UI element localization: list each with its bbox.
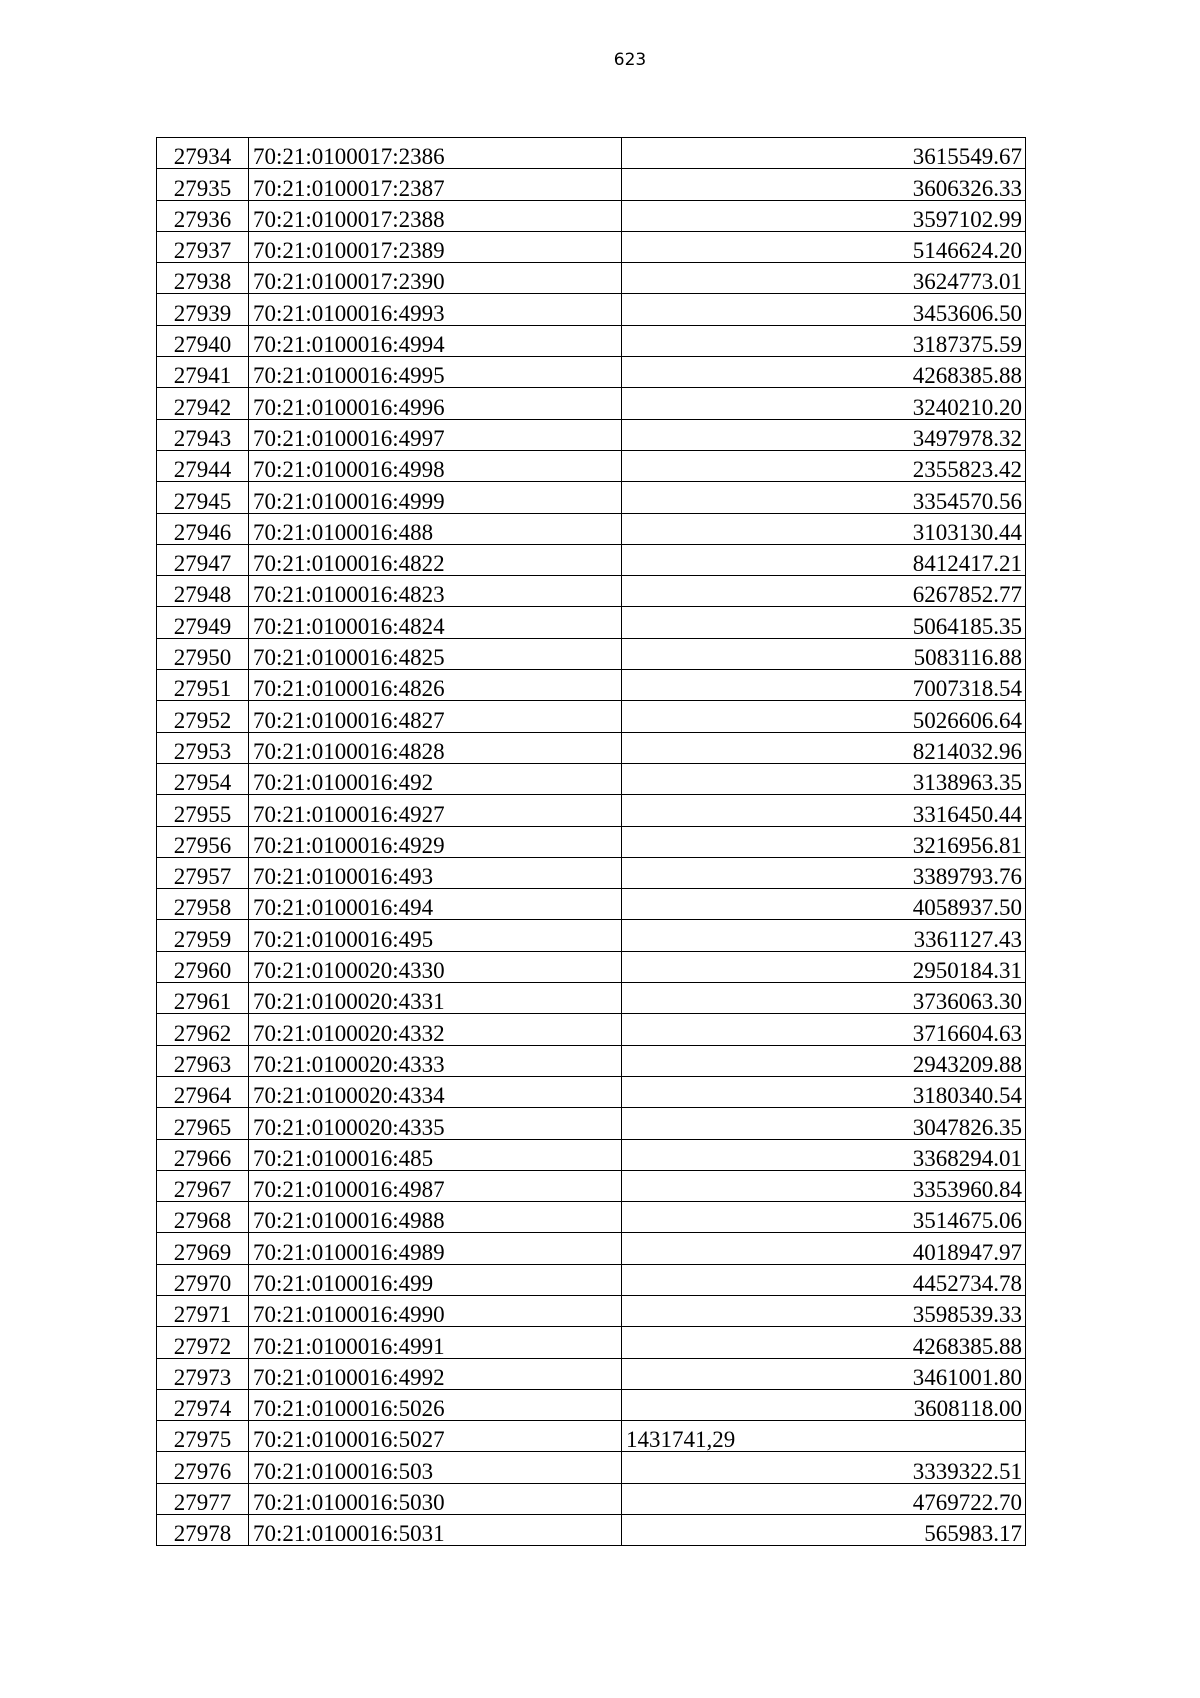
table-row bbox=[157, 1421, 1026, 1452]
row-number-cell: 27943 bbox=[157, 419, 249, 450]
cadastral-value-text: 3624773.01 bbox=[912, 269, 1022, 294]
row-number-cell: 27976 bbox=[157, 1452, 249, 1483]
cadastral-number-cell: 70:21:0100016:4994 bbox=[249, 325, 622, 356]
cadastral-number-cell: 70:21:0100016:4987 bbox=[249, 1170, 622, 1201]
row-number-cell: 27946 bbox=[157, 513, 249, 544]
cadastral-value-cell bbox=[622, 1389, 1026, 1420]
cadastral-value-cell bbox=[622, 1045, 1026, 1076]
cadastral-value-cell bbox=[622, 357, 1026, 388]
row-number-cell: 27935 bbox=[157, 169, 249, 200]
cadastral-value-text: 565983.17 bbox=[924, 1521, 1022, 1546]
table-row bbox=[157, 1170, 1026, 1201]
cadastral-value-text: 3497978.32 bbox=[912, 425, 1022, 451]
row-number-cell: 27961 bbox=[157, 983, 249, 1014]
cadastral-value-text: 5064185.35 bbox=[912, 613, 1022, 639]
table-body bbox=[157, 138, 1026, 1546]
row-number-cell: 27971 bbox=[157, 1295, 249, 1326]
cadastral-number-cell: 70:21:0100016:4988 bbox=[249, 1202, 622, 1233]
row-number-cell: 27972 bbox=[157, 1327, 249, 1358]
cadastral-value-text: 3608118.00 bbox=[913, 1396, 1022, 1421]
cadastral-value-text: 3187375.59 bbox=[912, 332, 1022, 357]
cadastral-value-cell bbox=[622, 732, 1026, 763]
cadastral-number-cell: 70:21:0100016:4827 bbox=[249, 701, 622, 732]
cadastral-value-text: 3103130.44 bbox=[912, 519, 1022, 545]
cadastral-number-cell: 70:21:0100017:2387 bbox=[249, 169, 622, 200]
cadastral-value-cell bbox=[622, 1202, 1026, 1233]
cadastral-number-cell: 70:21:0100016:4823 bbox=[249, 576, 622, 607]
cadastral-value-text: 3354570.56 bbox=[912, 488, 1022, 514]
row-number-cell: 27937 bbox=[157, 231, 249, 262]
cadastral-value-cell bbox=[622, 482, 1026, 513]
cadastral-value-text: 2950184.31 bbox=[912, 958, 1022, 983]
cadastral-value-text: 3514675.06 bbox=[912, 1208, 1022, 1233]
cadastral-value-cell bbox=[622, 1515, 1026, 1546]
cadastral-value-text: 3339322.51 bbox=[912, 1458, 1022, 1484]
table-row bbox=[157, 920, 1026, 951]
cadastral-value-text: 3047826.35 bbox=[912, 1114, 1022, 1139]
cadastral-value-text: 3368294.01 bbox=[912, 1145, 1022, 1171]
table-row bbox=[157, 1452, 1026, 1483]
table-row bbox=[157, 576, 1026, 607]
cadastral-number-cell: 70:21:0100020:4335 bbox=[249, 1108, 622, 1139]
cadastral-value-cell bbox=[622, 294, 1026, 325]
cadastral-value-cell bbox=[622, 1170, 1026, 1201]
table-row bbox=[157, 1014, 1026, 1045]
table-row bbox=[157, 857, 1026, 888]
row-number-cell: 27948 bbox=[157, 576, 249, 607]
cadastral-value-text: 3240210.20 bbox=[912, 394, 1022, 420]
cadastral-value-cell bbox=[622, 169, 1026, 200]
cadastral-value-cell bbox=[622, 1139, 1026, 1170]
cadastral-number-cell: 70:21:0100016:494 bbox=[249, 889, 622, 920]
cadastral-number-cell: 70:21:0100016:4828 bbox=[249, 732, 622, 763]
row-number-cell: 27960 bbox=[157, 951, 249, 982]
cadastral-value-text: 3461001.80 bbox=[912, 1364, 1022, 1390]
cadastral-number-cell: 70:21:0100016:493 bbox=[249, 857, 622, 888]
cadastral-value-text: 3138963.35 bbox=[912, 770, 1022, 795]
cadastral-number-cell: 70:21:0100016:4995 bbox=[249, 357, 622, 388]
table-row bbox=[157, 1139, 1026, 1170]
cadastral-value-text: 8412417.21 bbox=[912, 551, 1022, 576]
row-number-cell: 27970 bbox=[157, 1264, 249, 1295]
cadastral-value-text: 3216956.81 bbox=[912, 832, 1022, 858]
cadastral-value-cell bbox=[622, 263, 1026, 294]
cadastral-value-cell bbox=[622, 419, 1026, 450]
row-number-cell: 27969 bbox=[157, 1233, 249, 1264]
row-number-cell: 27957 bbox=[157, 857, 249, 888]
cadastral-value-text: 4268385.88 bbox=[912, 363, 1022, 388]
row-number-cell: 27978 bbox=[157, 1515, 249, 1546]
cadastral-number-cell: 70:21:0100017:2386 bbox=[249, 138, 622, 169]
cadastral-value-text: 3615549.67 bbox=[912, 144, 1022, 169]
row-number-cell: 27967 bbox=[157, 1170, 249, 1201]
cadastral-value-cell bbox=[622, 1264, 1026, 1295]
cadastral-value-cell bbox=[622, 325, 1026, 356]
table-row bbox=[157, 1483, 1026, 1514]
cadastral-value-cell bbox=[622, 1295, 1026, 1326]
cadastral-value-cell bbox=[622, 1483, 1026, 1514]
table-row bbox=[157, 1358, 1026, 1389]
table-row bbox=[157, 1295, 1026, 1326]
cadastral-number-cell: 70:21:0100017:2389 bbox=[249, 231, 622, 262]
cadastral-value-text: 3606326.33 bbox=[912, 175, 1022, 201]
cadastral-number-cell: 70:21:0100020:4334 bbox=[249, 1076, 622, 1107]
row-number-cell: 27936 bbox=[157, 200, 249, 231]
cadastral-number-cell: 70:21:0100016:4826 bbox=[249, 670, 622, 701]
row-number-cell: 27966 bbox=[157, 1139, 249, 1170]
table-row bbox=[157, 1233, 1026, 1264]
cadastral-number-cell: 70:21:0100016:4929 bbox=[249, 826, 622, 857]
row-number-cell: 27962 bbox=[157, 1014, 249, 1045]
cadastral-value-left-text: 1431741,29 bbox=[626, 1427, 736, 1452]
cadastral-number-cell: 70:21:0100020:4331 bbox=[249, 983, 622, 1014]
page-number: 623 bbox=[613, 50, 647, 70]
cadastral-number-cell: 70:21:0100016:4997 bbox=[249, 419, 622, 450]
table-row bbox=[157, 1108, 1026, 1139]
cadastral-number-cell: 70:21:0100016:4824 bbox=[249, 607, 622, 638]
cadastral-value-text: 3180340.54 bbox=[912, 1083, 1022, 1108]
cadastral-value-cell bbox=[622, 544, 1026, 575]
table-row bbox=[157, 419, 1026, 450]
table-row bbox=[157, 826, 1026, 857]
cadastral-value-cell bbox=[622, 826, 1026, 857]
table-row bbox=[157, 200, 1026, 231]
row-number-cell: 27934 bbox=[157, 138, 249, 169]
row-number-cell: 27974 bbox=[157, 1389, 249, 1420]
cadastral-value-cell bbox=[622, 1327, 1026, 1358]
table-row bbox=[157, 388, 1026, 419]
cadastral-value-cell bbox=[622, 1421, 1026, 1452]
table-row bbox=[157, 294, 1026, 325]
cadastral-number-cell: 70:21:0100016:5031 bbox=[249, 1515, 622, 1546]
row-number-cell: 27947 bbox=[157, 544, 249, 575]
cadastral-value-cell bbox=[622, 701, 1026, 732]
cadastral-value-cell bbox=[622, 920, 1026, 951]
table-row bbox=[157, 544, 1026, 575]
cadastral-number-cell: 70:21:0100016:4927 bbox=[249, 795, 622, 826]
cadastral-value-text: 4268385.88 bbox=[912, 1333, 1022, 1359]
table-row bbox=[157, 482, 1026, 513]
cadastral-value-text: 7007318.54 bbox=[912, 676, 1022, 701]
table-row bbox=[157, 889, 1026, 920]
cadastral-value-cell bbox=[622, 763, 1026, 794]
row-number-cell: 27958 bbox=[157, 889, 249, 920]
cadastral-value-text: 3453606.50 bbox=[912, 300, 1022, 326]
row-number-cell: 27977 bbox=[157, 1483, 249, 1514]
cadastral-value-text: 4018947.97 bbox=[912, 1239, 1022, 1265]
cadastral-value-cell bbox=[622, 857, 1026, 888]
row-number-cell: 27949 bbox=[157, 607, 249, 638]
cadastral-value-cell bbox=[622, 889, 1026, 920]
cadastral-value-cell bbox=[622, 513, 1026, 544]
cadastral-value-cell bbox=[622, 951, 1026, 982]
table-row bbox=[157, 231, 1026, 262]
row-number-cell: 27940 bbox=[157, 325, 249, 356]
table-row bbox=[157, 638, 1026, 669]
cadastral-number-cell: 70:21:0100016:4993 bbox=[249, 294, 622, 325]
cadastral-value-text: 3389793.76 bbox=[912, 864, 1022, 889]
table-row bbox=[157, 169, 1026, 200]
table-row bbox=[157, 450, 1026, 481]
cadastral-value-cell bbox=[622, 576, 1026, 607]
table-row bbox=[157, 763, 1026, 794]
table-row bbox=[157, 732, 1026, 763]
cadastral-number-cell: 70:21:0100017:2390 bbox=[249, 263, 622, 294]
table-row bbox=[157, 1264, 1026, 1295]
cadastral-number-cell: 70:21:0100016:499 bbox=[249, 1264, 622, 1295]
cadastral-number-cell: 70:21:0100016:4998 bbox=[249, 450, 622, 481]
table-row bbox=[157, 670, 1026, 701]
row-number-cell: 27938 bbox=[157, 263, 249, 294]
row-number-cell: 27975 bbox=[157, 1421, 249, 1452]
table-row bbox=[157, 607, 1026, 638]
cadastral-number-cell: 70:21:0100016:495 bbox=[249, 920, 622, 951]
cadastral-value-cell bbox=[622, 200, 1026, 231]
cadastral-value-text: 5146624.20 bbox=[912, 238, 1022, 263]
cadastral-number-cell: 70:21:0100016:4822 bbox=[249, 544, 622, 575]
cadastral-number-cell: 70:21:0100016:4996 bbox=[249, 388, 622, 419]
cadastral-value-cell bbox=[622, 1076, 1026, 1107]
cadastral-number-cell: 70:21:0100016:503 bbox=[249, 1452, 622, 1483]
cadastral-value-text: 2943209.88 bbox=[912, 1051, 1022, 1077]
row-number-cell: 27965 bbox=[157, 1108, 249, 1139]
table-row bbox=[157, 513, 1026, 544]
table-row bbox=[157, 983, 1026, 1014]
row-number-cell: 27944 bbox=[157, 450, 249, 481]
cadastral-value-text: 6267852.77 bbox=[912, 582, 1022, 607]
row-number-cell: 27951 bbox=[157, 670, 249, 701]
cadastral-value-cell bbox=[622, 1452, 1026, 1483]
row-number-cell: 27968 bbox=[157, 1202, 249, 1233]
row-number-cell: 27952 bbox=[157, 701, 249, 732]
cadastral-number-cell: 70:21:0100016:492 bbox=[249, 763, 622, 794]
cadastral-value-table bbox=[156, 137, 1026, 1546]
table-row bbox=[157, 951, 1026, 982]
row-number-cell: 27973 bbox=[157, 1358, 249, 1389]
row-number-cell: 27945 bbox=[157, 482, 249, 513]
cadastral-value-cell bbox=[622, 638, 1026, 669]
cadastral-value-cell bbox=[622, 388, 1026, 419]
cadastral-value-cell bbox=[622, 1358, 1026, 1389]
cadastral-number-cell: 70:21:0100017:2388 bbox=[249, 200, 622, 231]
table-row bbox=[157, 1327, 1026, 1358]
table-row bbox=[157, 325, 1026, 356]
cadastral-value-cell bbox=[622, 1014, 1026, 1045]
cadastral-number-cell: 70:21:0100020:4333 bbox=[249, 1045, 622, 1076]
row-number-cell: 27939 bbox=[157, 294, 249, 325]
cadastral-value-text: 4452734.78 bbox=[912, 1270, 1022, 1296]
row-number-cell: 27955 bbox=[157, 795, 249, 826]
row-number-cell: 27956 bbox=[157, 826, 249, 857]
cadastral-value-text: 4058937.50 bbox=[912, 895, 1022, 920]
cadastral-number-cell: 70:21:0100016:4990 bbox=[249, 1295, 622, 1326]
cadastral-value-text: 3353960.84 bbox=[912, 1177, 1022, 1202]
cadastral-value-cell bbox=[622, 670, 1026, 701]
cadastral-number-cell: 70:21:0100016:5030 bbox=[249, 1483, 622, 1514]
cadastral-value-text: 3597102.99 bbox=[912, 206, 1022, 232]
row-number-cell: 27941 bbox=[157, 357, 249, 388]
cadastral-number-cell: 70:21:0100016:4992 bbox=[249, 1358, 622, 1389]
cadastral-value-text: 3736063.30 bbox=[912, 989, 1022, 1014]
row-number-cell: 27942 bbox=[157, 388, 249, 419]
table-row bbox=[157, 1076, 1026, 1107]
cadastral-value-cell bbox=[622, 607, 1026, 638]
cadastral-value-cell bbox=[622, 138, 1026, 169]
cadastral-number-cell: 70:21:0100016:4825 bbox=[249, 638, 622, 669]
row-number-cell: 27950 bbox=[157, 638, 249, 669]
table-row bbox=[157, 138, 1026, 169]
table-row bbox=[157, 701, 1026, 732]
cadastral-value-text: 3716604.63 bbox=[912, 1020, 1022, 1046]
cadastral-value-text: 3316450.44 bbox=[912, 801, 1022, 827]
table-row bbox=[157, 263, 1026, 294]
cadastral-value-cell bbox=[622, 1233, 1026, 1264]
cadastral-value-text: 5083116.88 bbox=[913, 645, 1022, 670]
table-row bbox=[157, 795, 1026, 826]
cadastral-number-cell: 70:21:0100020:4330 bbox=[249, 951, 622, 982]
cadastral-number-cell: 70:21:0100020:4332 bbox=[249, 1014, 622, 1045]
table-row bbox=[157, 1202, 1026, 1233]
table-row bbox=[157, 1515, 1026, 1546]
table-row bbox=[157, 1389, 1026, 1420]
cadastral-value-text: 3361127.43 bbox=[913, 926, 1022, 952]
cadastral-value-text: 3598539.33 bbox=[912, 1302, 1022, 1327]
row-number-cell: 27959 bbox=[157, 920, 249, 951]
cadastral-number-cell: 70:21:0100016:4991 bbox=[249, 1327, 622, 1358]
cadastral-value-cell bbox=[622, 231, 1026, 262]
cadastral-number-cell: 70:21:0100016:488 bbox=[249, 513, 622, 544]
row-number-cell: 27964 bbox=[157, 1076, 249, 1107]
cadastral-value-cell bbox=[622, 795, 1026, 826]
table-row bbox=[157, 357, 1026, 388]
cadastral-value-cell bbox=[622, 450, 1026, 481]
cadastral-number-cell: 70:21:0100016:485 bbox=[249, 1139, 622, 1170]
cadastral-value-cell bbox=[622, 983, 1026, 1014]
cadastral-value-text: 8214032.96 bbox=[912, 738, 1022, 764]
cadastral-number-cell: 70:21:0100016:5026 bbox=[249, 1389, 622, 1420]
row-number-cell: 27963 bbox=[157, 1045, 249, 1076]
row-number-cell: 27954 bbox=[157, 763, 249, 794]
row-number-cell: 27953 bbox=[157, 732, 249, 763]
table-row bbox=[157, 1045, 1026, 1076]
cadastral-value-text: 5026606.64 bbox=[912, 707, 1022, 733]
cadastral-value-cell bbox=[622, 1108, 1026, 1139]
cadastral-number-cell: 70:21:0100016:4989 bbox=[249, 1233, 622, 1264]
cadastral-value-text: 2355823.42 bbox=[912, 457, 1022, 482]
cadastral-number-cell: 70:21:0100016:4999 bbox=[249, 482, 622, 513]
cadastral-value-text: 4769722.70 bbox=[912, 1490, 1022, 1515]
cadastral-number-cell: 70:21:0100016:5027 bbox=[249, 1421, 622, 1452]
